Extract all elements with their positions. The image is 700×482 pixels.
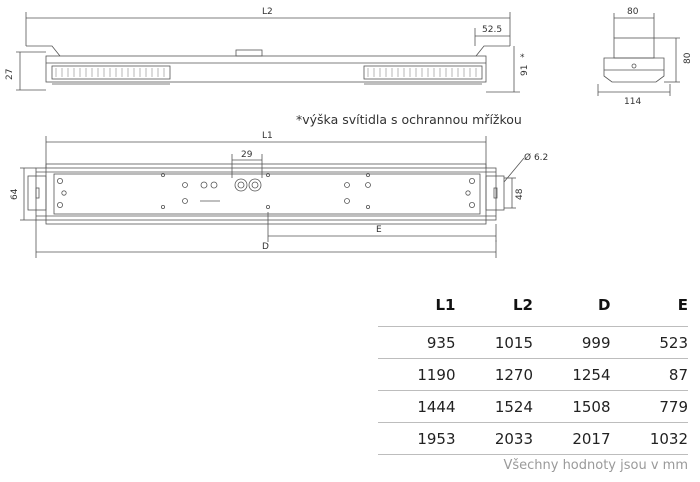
dim-29: 29 bbox=[241, 150, 253, 160]
plan-view bbox=[20, 136, 524, 258]
cell-e: 523 bbox=[611, 327, 689, 359]
dim-91: 91 bbox=[520, 64, 530, 76]
cell-d: 1508 bbox=[533, 391, 611, 423]
cell-l1: 935 bbox=[378, 327, 456, 359]
col-header-e: E bbox=[677, 296, 688, 314]
table-row bbox=[378, 391, 688, 423]
dim-d: D bbox=[262, 242, 269, 252]
cell-l1: 1444 bbox=[378, 391, 456, 423]
table-row bbox=[378, 423, 688, 455]
cell-l2: 1524 bbox=[456, 391, 534, 423]
table-row bbox=[378, 327, 688, 359]
dimensions-table bbox=[378, 288, 688, 455]
dim-asterisk: * bbox=[520, 53, 525, 63]
dim-end-height: 80 bbox=[683, 52, 693, 64]
dim-52-5: 52.5 bbox=[482, 25, 503, 35]
table-header-row bbox=[378, 288, 688, 327]
dim-27: 27 bbox=[5, 68, 15, 80]
cell-e: 87 bbox=[611, 359, 689, 391]
cell-l2: 2033 bbox=[456, 423, 534, 455]
end-view bbox=[598, 13, 680, 96]
note-text: *výška svítidla s ochrannou mřížkou bbox=[296, 112, 522, 127]
dim-l2: L2 bbox=[262, 7, 273, 17]
cell-l2: 1270 bbox=[456, 359, 534, 391]
dim-48: 48 bbox=[515, 188, 525, 200]
col-header-l1: L1 bbox=[435, 296, 456, 314]
cell-l1: 1190 bbox=[378, 359, 456, 391]
louver-pattern bbox=[56, 68, 476, 77]
col-header-l2: L2 bbox=[513, 296, 533, 314]
dim-end-width: 80 bbox=[627, 7, 639, 17]
cell-d: 2017 bbox=[533, 423, 611, 455]
dim-hole: Ø 6.2 bbox=[524, 153, 549, 163]
table-row bbox=[378, 359, 688, 391]
dim-end-base: 114 bbox=[624, 97, 642, 107]
cell-e: 1032 bbox=[611, 423, 689, 455]
cell-l1: 1953 bbox=[378, 423, 456, 455]
dim-64: 64 bbox=[10, 188, 20, 200]
cell-d: 999 bbox=[533, 327, 611, 359]
col-header-d: D bbox=[598, 296, 611, 314]
units-footnote: Všechny hodnoty jsou v mm bbox=[503, 458, 688, 473]
dim-l1: L1 bbox=[262, 131, 273, 141]
cell-e: 779 bbox=[611, 391, 689, 423]
cell-l2: 1015 bbox=[456, 327, 534, 359]
side-view bbox=[16, 12, 520, 92]
cell-d: 1254 bbox=[533, 359, 611, 391]
dim-e: E bbox=[376, 225, 382, 235]
